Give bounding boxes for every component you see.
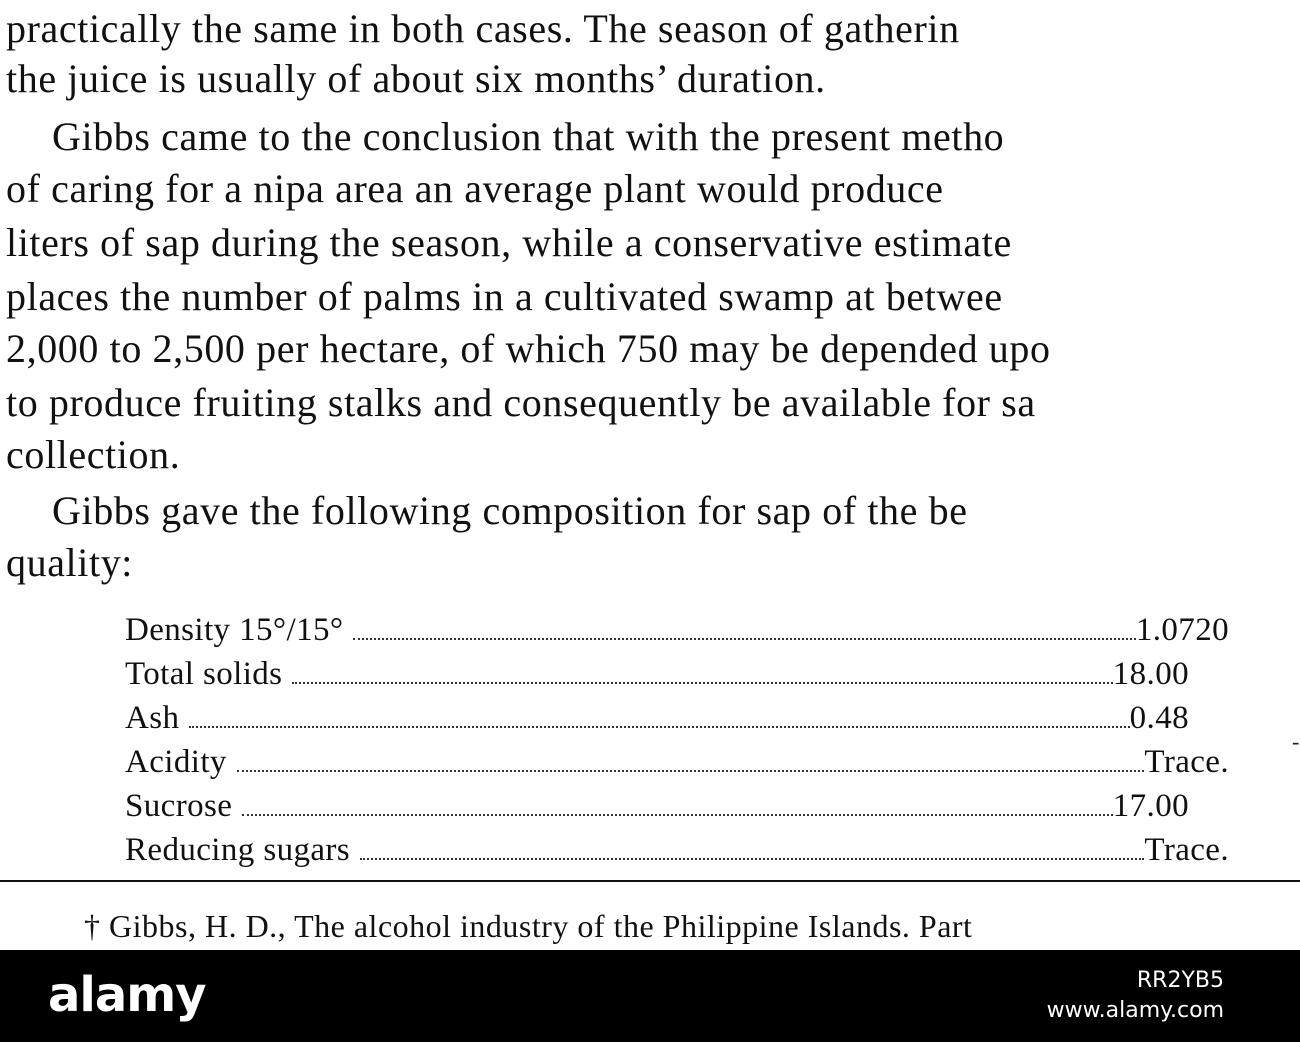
table-value: 18.00 — [1112, 656, 1189, 692]
table-label: Total solids — [125, 656, 283, 692]
table-row-sucrose — [125, 786, 1189, 826]
dot-leader — [242, 814, 1112, 816]
image-id: RR2YB5 — [1136, 968, 1224, 993]
body-line-1: practically the same in both cases. The season of gatherin — [6, 6, 960, 51]
body-line-2: the juice is usually of about six months’ duration. — [6, 56, 826, 101]
footnote-rule — [0, 880, 1300, 882]
table-label: Reducing sugars — [125, 832, 351, 868]
body-line-4: of caring for a nipa area an average plant would produce — [6, 166, 944, 211]
table-label: Density 15°/15° — [125, 612, 344, 648]
table-row-reducing-sugars — [125, 830, 1229, 870]
body-line-5: liters of sap during the season, while a conservative estimate — [6, 220, 1012, 265]
body-line-11: quality: — [6, 540, 134, 585]
dot-leader — [237, 770, 1145, 772]
table-value: Trace. — [1144, 832, 1229, 868]
table-value: 0.48 — [1129, 700, 1189, 736]
dot-leader — [360, 858, 1144, 860]
body-line-10: Gibbs gave the following composition for sap of the be — [52, 488, 968, 533]
table-row-total-solids — [125, 654, 1189, 694]
body-line-7: 2,000 to 2,500 per hectare, of which 750 may be depended upo — [6, 326, 1051, 371]
body-line-9: collection. — [6, 432, 181, 477]
table-label: Acidity — [125, 744, 227, 780]
table-value: Trace. — [1144, 744, 1229, 780]
dot-leader — [353, 638, 1135, 640]
table-value: 1.0720 — [1135, 612, 1229, 648]
body-line-8: to produce fruiting stalks and consequently be available for sa — [6, 380, 1036, 425]
table-label: Sucrose — [125, 788, 233, 824]
table-row-density — [125, 610, 1229, 650]
footnote: † Gibbs, H. D., The alcohol industry of the Philippine Islands. Part — [84, 908, 973, 944]
table-label: Ash — [125, 700, 180, 736]
stray-mark: - — [1292, 729, 1300, 754]
body-line-6: places the number of palms in a cultivated swamp at betwee — [6, 274, 1003, 319]
dot-leader — [292, 682, 1112, 684]
alamy-logo: alamy — [48, 967, 206, 1023]
site-url: www.alamy.com — [1046, 998, 1224, 1023]
body-line-3: Gibbs came to the conclusion that with the present metho — [52, 114, 1005, 159]
watermark-banner — [0, 950, 1300, 1042]
dot-leader — [189, 726, 1129, 728]
table-value: 17.00 — [1112, 788, 1189, 824]
table-row-acidity — [125, 742, 1229, 782]
table-row-ash — [125, 698, 1189, 738]
